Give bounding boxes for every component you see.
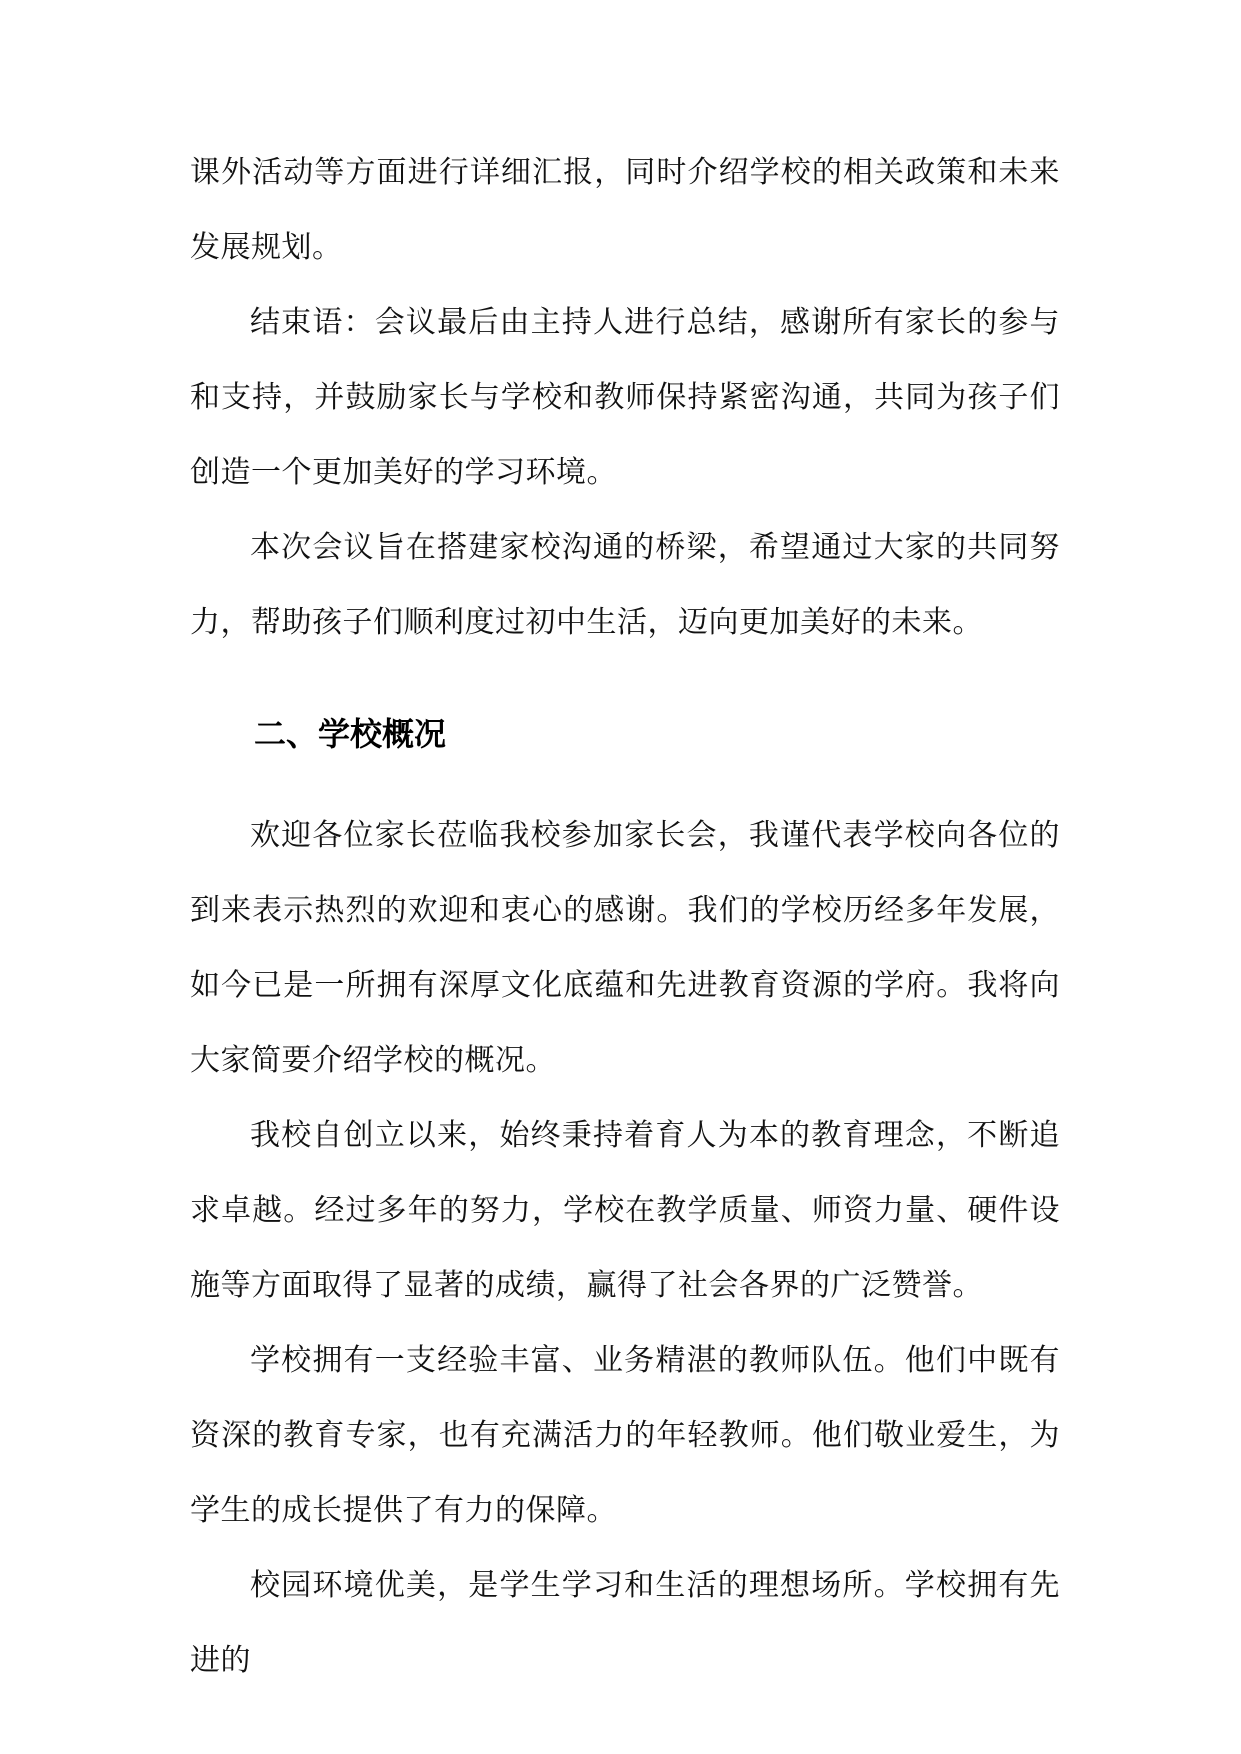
paragraph-closing-remarks: 结束语：会议最后由主持人进行总结，感谢所有家长的参与和支持，并鼓励家长与学校和教师保持紧密沟通，共同为孩子们创造一个更加美好的学习环境。 bbox=[190, 305, 1060, 490]
section-heading-school-overview: 二、学校概况 bbox=[254, 715, 447, 753]
paragraph-meeting-purpose: 本次会议旨在搭建家校沟通的桥梁，希望通过大家的共同努力，帮助孩子们顺利度过初中生活，迈向更加美好的未来。 bbox=[190, 530, 1060, 640]
paragraph-activities-report: 课外活动等方面进行详细汇报，同时介绍学校的相关政策和未来发展规划。 bbox=[190, 155, 1060, 265]
paragraph-campus-environment: 校园环境优美，是学生学习和生活的理想场所。学校拥有先进的 bbox=[190, 1568, 1060, 1678]
paragraph-school-history: 我校自创立以来，始终秉持着育人为本的教育理念，不断追求卓越。经过多年的努力，学校在教学质量、师资力量、硬件设施等方面取得了显著的成绩，赢得了社会各界的广泛赞誉。 bbox=[190, 1118, 1060, 1303]
paragraph-teaching-staff: 学校拥有一支经验丰富、业务精湛的教师队伍。他们中既有资深的教育专家，也有充满活力的年轻教师。他们敬业爱生，为学生的成长提供了有力的保障。 bbox=[190, 1343, 1060, 1528]
paragraph-welcome: 欢迎各位家长莅临我校参加家长会，我谨代表学校向各位的到来表示热烈的欢迎和衷心的感谢。我们的学校历经多年发展，如今已是一所拥有深厚文化底蕴和先进教育资源的学府。我将向大家简要介绍学校的概况。 bbox=[190, 818, 1060, 1078]
document-body bbox=[190, 135, 1060, 1698]
